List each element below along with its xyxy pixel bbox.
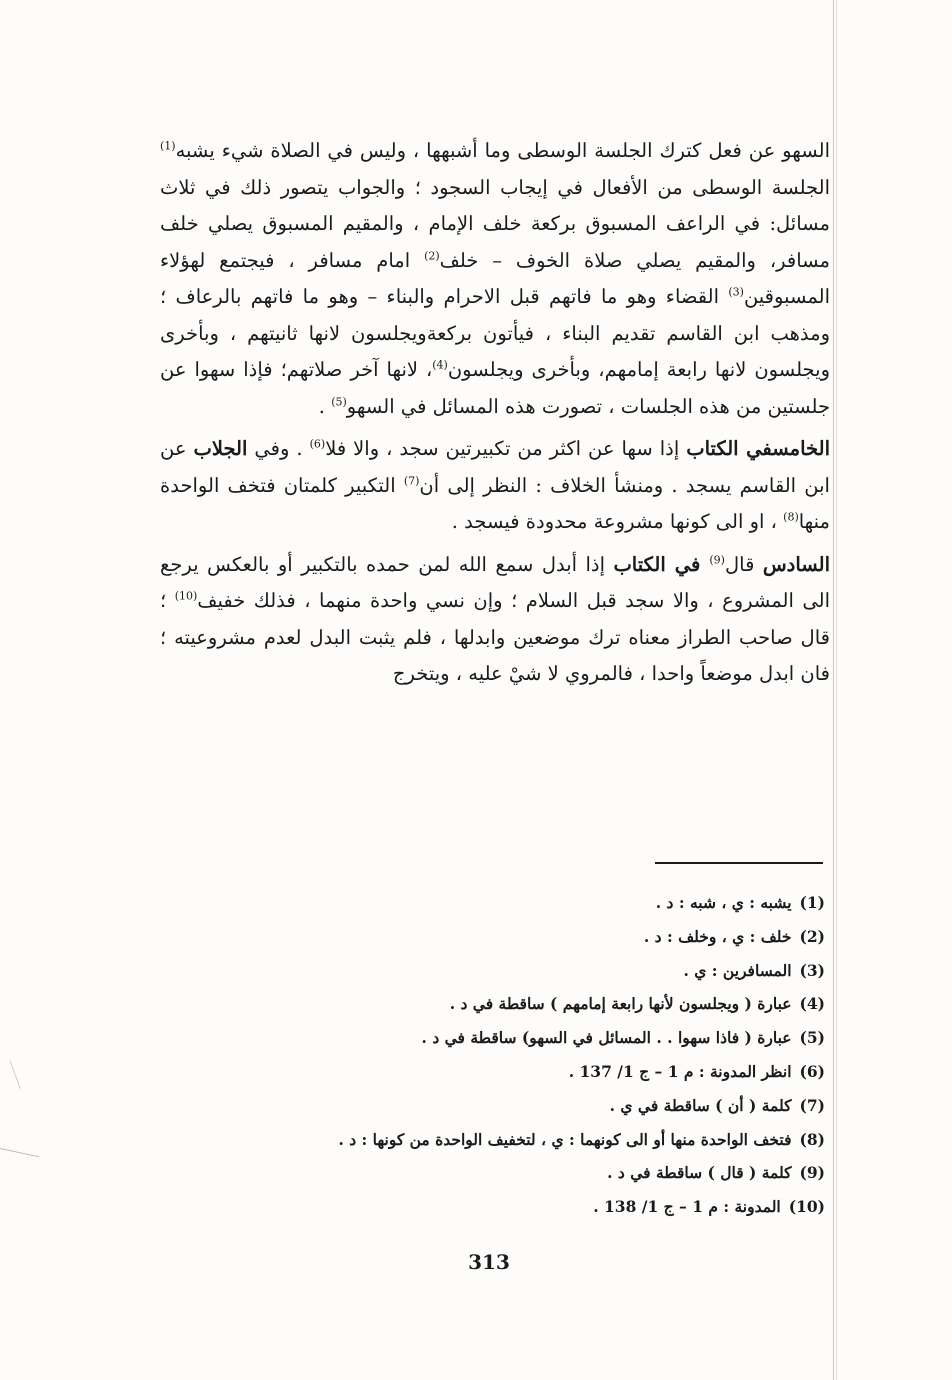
scan-artifact-mark (0, 1148, 39, 1157)
text-line: ومذهب ابن القاسم تقديم البناء ، فيأتون بركعةويجلسون لانها ثانيتهم ، وبأخرى (160, 321, 830, 345)
footnote-text: خلف : ي ، وخلف : د . (643, 926, 792, 946)
text-line: الجلسة الوسطى من الأفعال في إيجاب السجود ؛ والجواب يتصور ذلك (240, 175, 831, 199)
page-number: 313 (468, 1250, 510, 1274)
footnote-number: (3) (799, 960, 825, 980)
footnote-number: (5) (799, 1028, 825, 1048)
footnote-text: انظر المدونة : م 1 – ج 1/ 137 . (568, 1061, 792, 1081)
section-heading-sixth: السادس (762, 552, 831, 576)
text-line: ، او الى كونها مشروعة محدودة فيسجد . (451, 510, 784, 533)
footnote-number: (2) (799, 926, 825, 946)
source-name: في الكتاب (686, 437, 773, 460)
page-edge-shadow (836, 0, 837, 1380)
footnote-item (180, 1021, 825, 1055)
text-line: إذا أبدل سمع الله لمن حمده بالتكبير أو (277, 552, 614, 576)
scan-artifact-mark (10, 1060, 21, 1089)
footnote-item (180, 1156, 825, 1190)
paragraph-1 (160, 133, 830, 425)
text-line: ويجلسون لانها رابعة إمامهم، وبأخرى ويجلسون (447, 358, 830, 381)
source-name: الجلاب (193, 437, 248, 460)
footnote-ref: (6) (309, 437, 326, 451)
text-line: امام مسافر ، فيجتمع لهؤلاء (160, 248, 425, 272)
page-edge-line (833, 0, 834, 1380)
text-line: عن ابن القاسم يسجد . ومنشأ الخلاف : النظر إلى أن (160, 437, 830, 497)
footnote-ref: (4) (432, 358, 448, 372)
footnote-number: (7) (799, 1095, 825, 1115)
footnote-number: (10) (788, 1197, 825, 1217)
footnote-ref: (10) (174, 589, 198, 603)
footnote-item (180, 1055, 825, 1089)
text-line: يشبه (175, 139, 215, 162)
footnote-ref: (9) (709, 553, 725, 566)
footnote-number: (4) (799, 994, 825, 1014)
footnote-item (180, 987, 825, 1021)
footnote-number: (1) (799, 893, 825, 912)
footnote-separator (655, 862, 823, 864)
footnote-text: كلمة ( قال ) ساقطة في د . (607, 1163, 792, 1183)
footnote-ref: (3) (728, 285, 744, 299)
text-line: إذا سها عن اكثر من تكبيرتين سجد ، والا فلا (325, 437, 687, 460)
footnote-ref: (5) (331, 395, 347, 408)
text-line: لعدم مشروعيته ؛ فان ابدل موضعاً واحدا ، فالمروي لا شيْ عليه ، ويتخرج (160, 625, 830, 685)
footnote-text: المدونة : م 1 – ج 1/ 138 . (593, 1197, 781, 1217)
footnote-text: كلمة ( أن ) ساقطة في ي . (609, 1095, 792, 1115)
footnote-number: (8) (799, 1129, 825, 1149)
source-name: في الكتاب (613, 552, 710, 576)
footnote-item (180, 954, 825, 988)
text-line: فذلك خفيف (197, 589, 296, 612)
footnote-number: (9) (799, 1163, 825, 1183)
text-line: . (318, 394, 332, 418)
footnote-text: عبارة ( فاذا سهوا . . المسائل في السهو) ساقطة في د . (421, 1028, 792, 1048)
text-line: القضاء وهو ما فاتهم قبل الاحرام والبناء – وهو ما فاتهم بالرعاف ؛ (160, 285, 729, 308)
footnote-ref: (8) (783, 510, 799, 524)
text-line: التكبير (345, 473, 404, 497)
footnote-ref: (7) (403, 474, 420, 487)
text-line: . (296, 437, 310, 460)
section-heading-fifth: الخامس (772, 437, 830, 460)
paragraph-2 (160, 431, 830, 541)
text-line: في ثلاث مسائل: في الراعف المسبوق بركعة خلف الإمام ، والمقيم المسبوق يصلي (160, 175, 830, 235)
main-text-body (160, 133, 830, 693)
text-line: وفي (247, 437, 290, 460)
footnote-item (180, 1190, 825, 1224)
footnote-text: يشبه : ي ، شبه : د . (655, 893, 792, 912)
text-line: المسبوقين (743, 285, 830, 308)
text-line: عن جلستين من هذه الجلسات ، تصورت هذه المسائل في السهو (160, 358, 830, 418)
text-line: السهو عن فعل كترك الجلسة الوسطى وما أشبهها ، وليس في الصلاة شيء (221, 139, 830, 162)
footnote-text: فتخف الواحدة منها أو الى كونهما : ي ، لتخفيف الواحدة من كونها : د . (338, 1129, 792, 1149)
footnote-number: (6) (799, 1061, 825, 1081)
text-line: ، لانها آخر صلاتهم؛ فإذا سهوا (194, 358, 433, 381)
footnote-text: عبارة ( ويجلسون لأنها رابعة إمامهم ) ساقطة في د . (449, 994, 792, 1014)
text-line: خلف مسافر، والمقيم يصلي صلاة الخوف – خلف (160, 212, 830, 272)
footnote-item (180, 886, 825, 920)
footnotes-list (180, 886, 825, 1224)
footnote-item (180, 920, 825, 954)
footnote-ref: (2) (424, 249, 440, 262)
text-line: قال (724, 552, 763, 576)
paragraph-3 (160, 547, 830, 693)
footnote-item (180, 1089, 825, 1123)
text-line: كلمتان فتخف الواحدة منها (160, 473, 830, 533)
text-line: بالعكس يرجع الى المشروع ، والا سجد قبل السلام ؛ وإن نسي واحدة منهما ، (160, 552, 831, 612)
footnote-text: المسافرين : ي . (683, 960, 792, 980)
footnote-item (180, 1123, 825, 1157)
footnote-ref: (1) (160, 139, 176, 153)
text-line: ؛ قال صاحب الطراز معناه ترك موضعين وابدلها ، فلم يثبت البدل (160, 589, 830, 649)
